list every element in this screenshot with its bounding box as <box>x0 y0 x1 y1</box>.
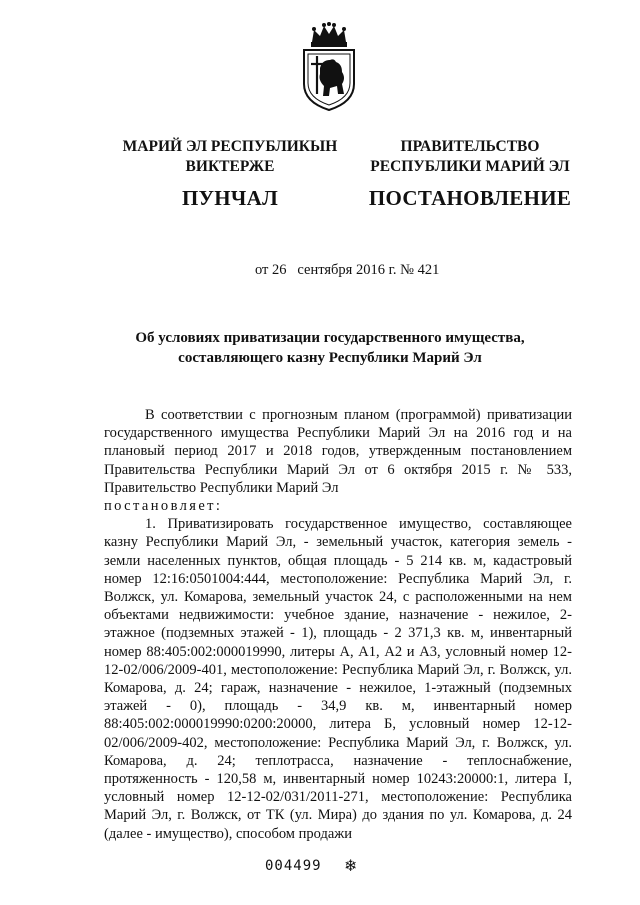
title-line1: Об условиях приватизации государственного имущества, <box>135 330 525 346</box>
date-and-number: от 26 сентября 2016 г. № 421 <box>255 262 440 278</box>
coat-of-arms-icon <box>298 22 360 112</box>
header-right-doc-type: ПОСТАНОВЛЕНИЕ <box>368 186 572 210</box>
header-left-line1: МАРИЙ ЭЛ РЕСПУБЛИКЫН <box>122 138 338 155</box>
resolution-word: постановляет: <box>104 498 223 515</box>
title-line2: составляющего казну Республики Марий Эл <box>178 350 482 366</box>
header-left-doc-type: ПУНЧАЛ <box>181 186 279 210</box>
header-left-line2: ВИКТЕРЖЕ <box>185 158 275 175</box>
header-right <box>330 137 610 211</box>
document-body <box>104 406 572 843</box>
header-right-line2: РЕСПУБЛИКИ МАРИЙ ЭЛ <box>370 158 570 175</box>
document-title <box>90 328 570 368</box>
clause-1-paragraph: 1. Приватизировать государственное имущество, составляющее казну Республики Марий Эл, - земельный участок, категория земель - земли населенных пунктов, общая площадь - 5 214 кв. м, кадастровый номер 12:16:0501004:444, местоположение: Республика Марий Эл, г. Волжск, ул. Комарова, земельный участок 24, с расположенными на нем объектами недвижимости: учебное здание, назначение - нежилое, 2-этажное (подземных этажей - 1), площадь - 2 371,3 кв. м, инвентарный номер 88:405:002:000019990, литеры А, А1, А2 и А3, условный номер 12-12-02/006/2009-401, местоположение: Республика Марий Эл, г. Волжск, ул. Комарова, д. 24; гараж, назначение - нежилое, 1-этажный (подземных этажей - 0), площадь - 34,9 кв. м, инвентарный номер 88:405:002:000019990:0200:20000, литера Б, условный номер 12-12-02/006/2009-402, местоположение: Республика Марий Эл, г. Волжск, ул. Комарова, д. 24; теплотрасса, назначение - теплоснабжение, протяженность - 120,58 м, инвентарный номер 10243:20000:1, литера I, условный номер 12-12-02/031/2011-271, местоположение: Республика Марий Эл, г. Волжск, от ТК (ул. Мира) до здания по ул. Комарова, д. 24 (далее - имущество), способом продажи <box>104 516 572 842</box>
snowflake-mark-icon: ❄ <box>344 856 358 875</box>
header-left <box>90 137 370 211</box>
serial-number: 004499 <box>265 858 322 874</box>
header-right-line1: ПРАВИТЕЛЬСТВО <box>400 138 540 155</box>
preamble-paragraph: В соответствии с прогнозным планом (программой) приватизации государственного имущества Республики Марий Эл на 2016 год и на плановый период 2017 и 2018 годов, утвержденным постановлением Правительства Республики Марий Эл от 6 октября 2015 г. № 533, Правительство Республики Марий Эл <box>104 407 572 496</box>
